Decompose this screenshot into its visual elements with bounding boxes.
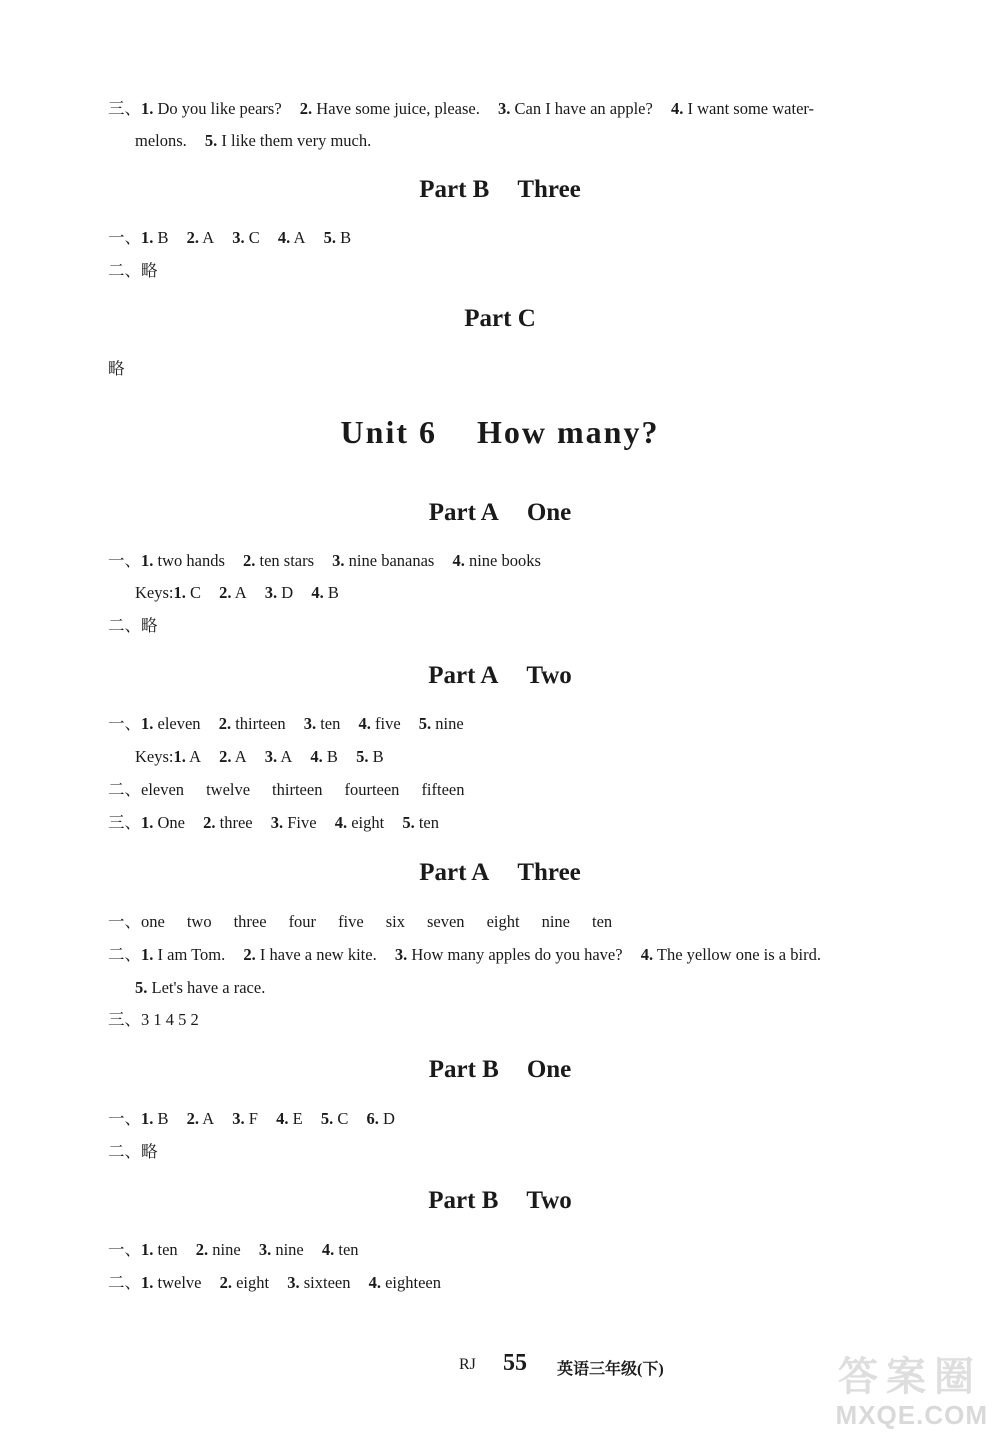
word: eleven: [141, 780, 185, 799]
parta3-section-1: [108, 911, 612, 933]
heading-sub: Two: [526, 1187, 572, 1214]
item-text: B: [157, 228, 169, 247]
item-text: B: [327, 583, 339, 602]
item-text: A: [293, 228, 306, 247]
section-label: 二、: [108, 780, 141, 799]
item-text: One: [157, 813, 185, 832]
heading-part: Part A: [419, 859, 490, 886]
item-text: nine books: [468, 551, 541, 570]
heading-part: Part B: [428, 1187, 499, 1214]
item-text: B: [340, 228, 352, 247]
section-label: 二、: [108, 1273, 141, 1292]
section-label: 三、: [108, 99, 141, 118]
item-num: 1.: [141, 551, 154, 570]
item-num: 2.: [219, 583, 232, 602]
item-num: 4.: [368, 1273, 381, 1292]
item-text: five: [375, 714, 401, 733]
item-text: A: [280, 747, 293, 766]
unit-number: Unit 6: [340, 414, 437, 450]
item-num: 1.: [141, 228, 154, 247]
item-num: 5.: [320, 1109, 334, 1128]
item-text: I like them very much.: [221, 131, 372, 150]
item-text: F: [248, 1109, 258, 1128]
heading-part-a-one: [0, 497, 1000, 529]
item-num: 5.: [356, 747, 369, 766]
partb2-section-2: [108, 1272, 441, 1294]
item-num: 1.: [173, 583, 186, 602]
item-num: 2.: [219, 747, 232, 766]
item-num: 4.: [277, 228, 291, 247]
parta1-section-2: [108, 615, 158, 637]
item-num: 6.: [366, 1109, 379, 1128]
item-text: nine bananas: [348, 551, 435, 570]
item-num: 1.: [141, 1109, 154, 1128]
partb1-section-2: [108, 1141, 158, 1163]
item-text: nine: [275, 1240, 304, 1259]
item-num: 1.: [141, 714, 154, 733]
heading-part-b-one: [0, 1054, 1000, 1086]
section-label: 三、: [108, 813, 141, 832]
item-text: C: [248, 228, 260, 247]
item-num: 4.: [334, 813, 348, 832]
word: three: [233, 912, 267, 931]
item-num: 2.: [299, 99, 313, 118]
word: six: [385, 912, 405, 931]
item-num: 3.: [264, 583, 278, 602]
unit-name: How many?: [477, 414, 660, 450]
item-text: ten: [338, 1240, 359, 1259]
word: fourteen: [344, 780, 400, 799]
edition-code: RJ: [459, 1356, 476, 1373]
partc-body: [108, 358, 125, 380]
item-num: 4.: [310, 747, 323, 766]
word: seven: [426, 912, 465, 931]
heading-sub: Three: [517, 176, 581, 203]
item-num: 3.: [332, 551, 345, 570]
item-num: 2.: [243, 945, 256, 964]
item-num: 1.: [141, 99, 154, 118]
item-text: B: [372, 747, 384, 766]
item-num: 5.: [204, 131, 218, 150]
item-num: 2.: [243, 551, 256, 570]
section-label: 一、: [108, 714, 141, 733]
item-text: eighteen: [385, 1273, 441, 1292]
item-text: The yellow one is a bird.: [656, 945, 821, 964]
item-text: 略: [141, 1142, 158, 1161]
partb3-section-2: [108, 260, 158, 282]
section-label: 一、: [108, 551, 141, 570]
item-text: 略: [108, 359, 125, 378]
partb2-section-1: [108, 1239, 359, 1261]
parta2-section-2: [108, 779, 465, 801]
item-num: 1.: [173, 747, 186, 766]
heading-sub: One: [526, 499, 572, 526]
item-num: 3.: [232, 228, 245, 247]
item-num: 4.: [311, 583, 324, 602]
item-text: two hands: [157, 551, 225, 570]
item-text: eight: [351, 813, 385, 832]
section-3-cont-line: [135, 130, 371, 152]
keys-label: Keys:: [135, 583, 174, 602]
parta1-keys: [135, 582, 339, 604]
watermark-logo: [802, 1345, 992, 1435]
item-text: nine: [435, 714, 464, 733]
heading-part-c: [0, 303, 1000, 335]
item-num: 4.: [670, 99, 684, 118]
item-text: Let's have a race.: [151, 978, 266, 997]
item-num: 3.: [303, 714, 317, 733]
item-num: 5.: [135, 978, 148, 997]
item-text: sixteen: [303, 1273, 351, 1292]
book-grade: 英语三年级(下): [557, 1361, 664, 1378]
item-text: B: [157, 1109, 169, 1128]
item-text: eleven: [157, 714, 201, 733]
item-num: 2.: [186, 228, 200, 247]
word: two: [186, 912, 212, 931]
word: four: [288, 912, 317, 931]
heading-part: Part C: [464, 305, 536, 332]
item-text: 3 1 4 5 2: [141, 1010, 199, 1029]
item-text: C: [337, 1109, 349, 1128]
item-text: thirteen: [235, 714, 286, 733]
item-text: A: [202, 1109, 215, 1128]
parta3-section-2-cont: [135, 977, 265, 999]
word: ten: [591, 912, 613, 931]
parta2-keys: [135, 746, 384, 768]
item-text: A: [234, 583, 247, 602]
item-num: 2.: [203, 813, 216, 832]
item-num: 1.: [141, 1240, 154, 1259]
item-num: 5.: [418, 714, 432, 733]
parta3-section-3: [108, 1009, 199, 1031]
section-label: 二、: [108, 945, 141, 964]
item-text: Do you like pears?: [157, 99, 282, 118]
heading-sub: Three: [517, 859, 581, 886]
section-label: 一、: [108, 912, 141, 931]
item-num: 4.: [276, 1109, 289, 1128]
section-label: 三、: [108, 1010, 141, 1029]
item-text: D: [382, 1109, 395, 1128]
item-text: Five: [287, 813, 317, 832]
item-text: ten stars: [259, 551, 315, 570]
heading-part-b-two: [0, 1185, 1000, 1217]
item-num: 4.: [640, 945, 654, 964]
item-text: I want some water-: [687, 99, 815, 118]
heading-part-b-three: [0, 174, 1000, 206]
page-number: 55: [503, 1350, 527, 1376]
watermark-site: MXQE.COM: [835, 1400, 988, 1430]
partb1-section-1: [108, 1108, 395, 1130]
item-num: 3.: [394, 945, 408, 964]
item-num: 4.: [358, 714, 371, 733]
heading-part: Part A: [428, 499, 499, 526]
item-text: nine: [212, 1240, 241, 1259]
heading-part: Part A: [428, 662, 499, 689]
item-num: 2.: [218, 714, 232, 733]
item-num: 5.: [323, 228, 336, 247]
keys-label: Keys:: [135, 747, 174, 766]
unit-title: [0, 412, 1000, 452]
heading-part: Part B: [419, 176, 490, 203]
word: one: [141, 912, 165, 931]
parta2-section-1: [108, 713, 464, 735]
item-num: 4.: [452, 551, 465, 570]
item-text: 略: [141, 616, 158, 635]
word: twelve: [206, 780, 251, 799]
section-label: 二、: [108, 616, 141, 635]
item-num: 1.: [141, 945, 154, 964]
item-num: 3.: [232, 1109, 245, 1128]
parta2-section-3: [108, 812, 439, 834]
word: nine: [541, 912, 570, 931]
section-label: 一、: [108, 1240, 141, 1259]
item-text: three: [219, 813, 253, 832]
item-num: 3.: [497, 99, 511, 118]
section-label: 一、: [108, 1109, 141, 1128]
item-text: E: [292, 1109, 303, 1128]
heading-part: Part B: [428, 1056, 499, 1083]
item-num: 3.: [270, 813, 284, 832]
item-text: Can I have an apple?: [514, 99, 653, 118]
item-num: 3.: [258, 1240, 272, 1259]
item-text: ten: [157, 1240, 178, 1259]
partb3-section-1: [108, 227, 351, 249]
item-text: B: [326, 747, 338, 766]
item-num: 3.: [264, 747, 278, 766]
word: thirteen: [272, 780, 323, 799]
item-num: 2.: [186, 1109, 200, 1128]
item-num: 4.: [321, 1240, 335, 1259]
heading-part-a-three: [0, 857, 1000, 889]
parta3-section-2: [108, 944, 821, 966]
item-text: 略: [141, 261, 158, 280]
item-text: twelve: [157, 1273, 202, 1292]
item-num: 1.: [141, 813, 154, 832]
item-num: 1.: [141, 1273, 154, 1292]
item-text: D: [281, 583, 294, 602]
item-text: I have a new kite.: [259, 945, 377, 964]
item-text: A: [189, 747, 202, 766]
item-text: eight: [236, 1273, 270, 1292]
item-text: A: [202, 228, 215, 247]
item-text: melons.: [135, 131, 187, 150]
heading-sub: Two: [526, 662, 572, 689]
item-num: 2.: [195, 1240, 209, 1259]
section-label: 二、: [108, 1142, 141, 1161]
heading-sub: One: [526, 1056, 572, 1083]
watermark-logo-text: 答案圈: [838, 1354, 982, 1400]
item-num: 5.: [402, 813, 415, 832]
section-3-line: [108, 98, 814, 120]
item-num: 2.: [219, 1273, 232, 1292]
item-text: I am Tom.: [157, 945, 226, 964]
parta1-section-1: [108, 550, 541, 572]
item-num: 3.: [287, 1273, 300, 1292]
heading-part-a-two: [0, 660, 1000, 692]
item-text: ten: [320, 714, 341, 733]
item-text: C: [190, 583, 202, 602]
word: five: [338, 912, 364, 931]
section-label: 二、: [108, 261, 141, 280]
section-label: 一、: [108, 228, 141, 247]
word: fifteen: [421, 780, 465, 799]
item-text: ten: [418, 813, 439, 832]
item-text: How many apples do you have?: [411, 945, 623, 964]
item-text: A: [234, 747, 247, 766]
word: eight: [486, 912, 520, 931]
item-text: Have some juice, please.: [316, 99, 480, 118]
